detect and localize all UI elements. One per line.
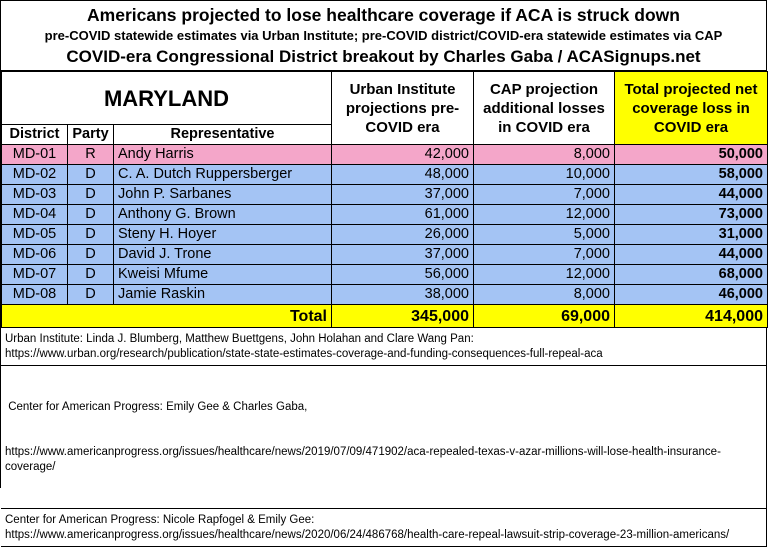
total-cell: 68,000 [615, 265, 768, 285]
cap-cell: 8,000 [474, 285, 615, 305]
byline: COVID-era Congressional District breakout by Charles Gaba / ACASignups.net [66, 47, 701, 66]
urban-cell: 37,000 [332, 185, 474, 205]
source-note [1, 509, 766, 547]
source-note [1, 366, 766, 509]
district-cell: MD-08 [2, 285, 68, 305]
cap-cell: 7,000 [474, 185, 615, 205]
source-note-author: Urban Institute: Linda J. Blumberg, Matthew Buettgens, John Holahan and Clare Wang Pan: [5, 333, 474, 345]
col-header-party: Party [68, 125, 114, 145]
representative-cell: Andy Harris [114, 145, 332, 165]
urban-cell: 42,000 [332, 145, 474, 165]
party-cell: D [68, 185, 114, 205]
district-cell: MD-03 [2, 185, 68, 205]
table-row [2, 145, 768, 165]
party-cell: R [68, 145, 114, 165]
table-row [2, 185, 768, 205]
representative-cell: John P. Sarbanes [114, 185, 332, 205]
party-cell: D [68, 165, 114, 185]
total-cell: 50,000 [615, 145, 768, 165]
source-note-link: https://www.americanprogress.org/issues/healthcare/news/2020/06/24/486768/health-care-repeal-lawsuit-strip-coverage-23-million-americans/ [5, 529, 730, 541]
total-cell: 46,000 [615, 285, 768, 305]
state-name: MARYLAND [2, 72, 332, 125]
total-cap: 69,000 [474, 305, 615, 328]
total-cell: 44,000 [615, 245, 768, 265]
col-header-cap: CAP projection additional losses in COVID era [474, 72, 615, 145]
page-title: Americans projected to lose healthcare coverage if ACA is struck down [87, 5, 680, 25]
total-urban: 345,000 [332, 305, 474, 328]
party-cell: D [68, 205, 114, 225]
representative-cell: David J. Trone [114, 245, 332, 265]
representative-cell: Steny H. Hoyer [114, 225, 332, 245]
district-cell: MD-01 [2, 145, 68, 165]
total-row [2, 305, 768, 328]
total-cell: 31,000 [615, 225, 768, 245]
urban-cell: 61,000 [332, 205, 474, 225]
table-row [2, 205, 768, 225]
district-cell: MD-02 [2, 165, 68, 185]
total-cell: 58,000 [615, 165, 768, 185]
header [1, 1, 767, 71]
table-row [2, 265, 768, 285]
source-note-author: Center for American Progress: Nicole Rapfogel & Emily Gee: [5, 514, 315, 526]
col-header-representative: Representative [114, 125, 332, 145]
cap-cell: 12,000 [474, 265, 615, 285]
source-note [1, 328, 766, 366]
table-row [2, 285, 768, 305]
cap-cell: 8,000 [474, 145, 615, 165]
total-cell: 73,000 [615, 205, 768, 225]
urban-cell: 37,000 [332, 245, 474, 265]
representative-cell: Anthony G. Brown [114, 205, 332, 225]
party-cell: D [68, 265, 114, 285]
total-label: Total [2, 305, 332, 328]
total-total: 414,000 [615, 305, 768, 328]
source-note-link: https://www.americanprogress.org/issues/healthcare/news/2019/07/09/471902/aca-repealed-texas-v-azar-millions-will-lose-health-insurance-coverage/ [5, 446, 721, 473]
urban-cell: 48,000 [332, 165, 474, 185]
district-cell: MD-06 [2, 245, 68, 265]
urban-cell: 26,000 [332, 225, 474, 245]
source-note-author: Center for American Progress: Emily Gee & Charles Gaba, [5, 401, 308, 413]
cap-cell: 12,000 [474, 205, 615, 225]
representative-cell: Kweisi Mfume [114, 265, 332, 285]
district-cell: MD-07 [2, 265, 68, 285]
district-cell: MD-05 [2, 225, 68, 245]
col-header-urban: Urban Institute projections pre-COVID era [332, 72, 474, 145]
table-row [2, 245, 768, 265]
table-row [2, 165, 768, 185]
col-header-district: District [2, 125, 68, 145]
source-note-link: https://www.urban.org/research/publication/state-state-estimates-coverage-and-funding-consequences-full-repeal-aca [5, 348, 603, 360]
source-notes [1, 328, 767, 547]
district-cell: MD-04 [2, 205, 68, 225]
urban-cell: 56,000 [332, 265, 474, 285]
cap-cell: 10,000 [474, 165, 615, 185]
col-header-total: Total projected net coverage loss in COVID era [615, 72, 768, 145]
table-row [2, 225, 768, 245]
cap-cell: 5,000 [474, 225, 615, 245]
party-cell: D [68, 285, 114, 305]
party-cell: D [68, 245, 114, 265]
representative-cell: Jamie Raskin [114, 285, 332, 305]
coverage-table [1, 71, 768, 328]
total-cell: 44,000 [615, 185, 768, 205]
party-cell: D [68, 225, 114, 245]
cap-cell: 7,000 [474, 245, 615, 265]
urban-cell: 38,000 [332, 285, 474, 305]
page-subtitle: pre-COVID statewide estimates via Urban Institute; pre-COVID district/COVID-era statewide estimates via CAP [44, 28, 723, 43]
representative-cell: C. A. Dutch Ruppersberger [114, 165, 332, 185]
